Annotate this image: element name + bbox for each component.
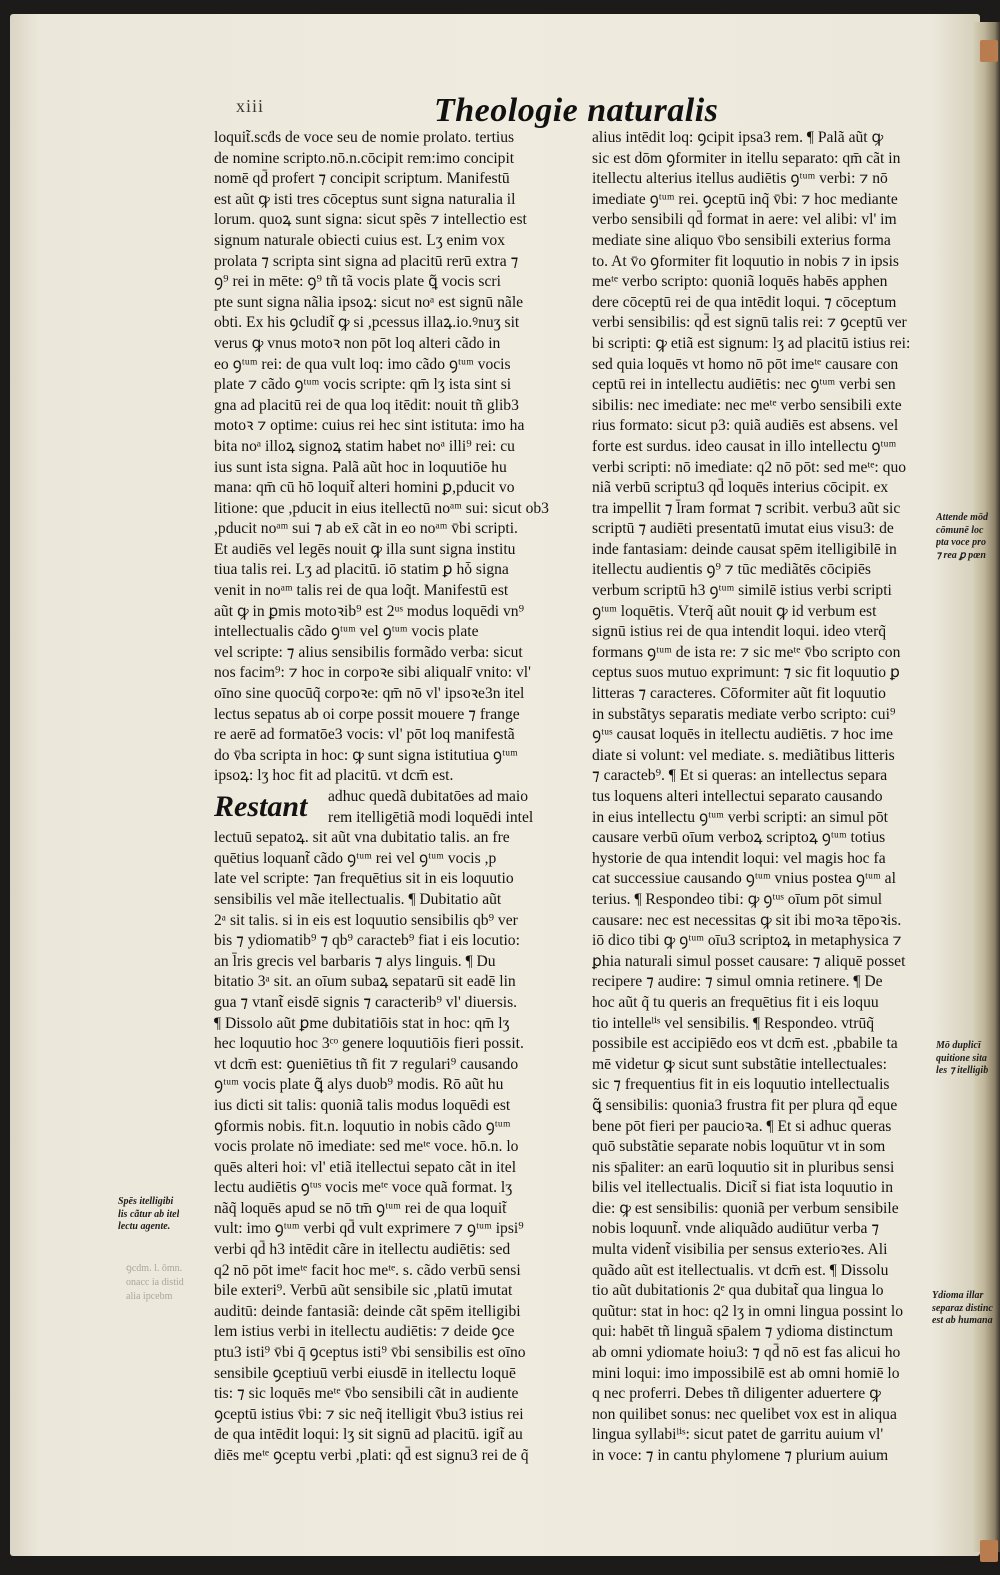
text-line: possibile est accipiēdo eos vt dcm̄ est. ,pbabile ta bbox=[592, 1035, 898, 1053]
text-line: plate ⁊ cãdo ꝯᵗᵘᵐ vocis scripte: qm̄ lʒ ista sint si bbox=[214, 376, 512, 394]
text-line: bene pōt fieri per paucioꝛa. ¶ Et si adhuc queras bbox=[592, 1117, 892, 1135]
text-line: lectus sepatus ab oi corpe possit mouere ⁊ frange bbox=[214, 705, 520, 723]
margin-note-line: est ab humana bbox=[932, 1315, 993, 1326]
margin-note-line: alia ipcebm bbox=[126, 1291, 173, 1302]
text-line: itellectu audientis ꝯ⁹ ⁊ tūc mediãtēs cōcipiēs bbox=[592, 561, 871, 579]
text-line: multa vident̃ visibilia per sensus exterioꝛes. Ali bbox=[592, 1241, 888, 1259]
right-margin-note-3 bbox=[932, 1290, 993, 1328]
text-line: recipere ⁊ audire: ⁊ simul omnia retinere. ¶ De bbox=[592, 973, 883, 991]
text-line: q2 nō pōt imeᵗᵉ facit hoc meᵗᵉ. s. cãdo verbū sensi bbox=[214, 1261, 521, 1279]
margin-note-line: quitione sita bbox=[936, 1052, 987, 1064]
text-line: rem itelligētiã modi loquēdi intel bbox=[328, 808, 534, 826]
text-line: prolata ⁊ scripta sint signa ad placitū rerū extra ⁊ bbox=[214, 252, 519, 270]
text-line: litione: que ,pducit in eius itellectū noᵃᵐ sui: sicut ob3 bbox=[214, 499, 549, 517]
text-line: verbo sensibili qd̄ format in aere: vel alibi: vl' im bbox=[592, 211, 897, 229]
text-line: ceptus suos mutuo exprimunt: ⁊ sic fit loquutio ꝑ bbox=[592, 664, 900, 682]
text-line: ꝯ⁹ rei in mēte: ꝯ⁹ tñ tã vocis plate ꝗ̃ vocis scri bbox=[214, 273, 501, 291]
text-line: mediate sine aliquo v̄bo sensibili exterius forma bbox=[592, 231, 891, 249]
text-line: inde fantasiam: deinde causat spēm itelligibilē in bbox=[592, 540, 897, 558]
text-line: lingua syllabiˡⁱˢ: sicut patet de garritu auium vl' bbox=[592, 1426, 884, 1444]
text-line: tra impellit ⁊ l̄ram format ⁊ scribit. verbu3 aũt sic bbox=[592, 499, 901, 517]
text-line: lorum. quoꝝ sunt signa: sicut spẽs ⁊ intellectio est bbox=[214, 211, 527, 229]
text-line: nomē qd̄ profert ⁊ concipit scriptum. Manifestū bbox=[214, 170, 510, 188]
text-line: rius formato: sicut p3: quiã audiēs est absens. vel bbox=[592, 417, 899, 435]
text-line: verus ꝙ vnus motoꝛ non pōt loq alteri cãdo in bbox=[214, 334, 501, 352]
text-line: sic est dōm ꝯformiter in itellu separato: qm̄ cãt in bbox=[592, 149, 901, 167]
text-line: mana: qm̄ cū hō loquit̃ alteri homini ꝑ,pducit vo bbox=[214, 479, 515, 497]
text-line: ,pducit noᵃᵐ sui ⁊ ab ex̄ cãt in eo noᵃᵐ v̄bi scripti. bbox=[214, 520, 518, 538]
text-line: ꝯᵗᵘᵐ loquētis. Vterq̃ aũt nouit ꝙ id verbum est bbox=[592, 602, 877, 620]
text-line: de nomine scripto.nō.n.cōcipit rem:imo concipit bbox=[214, 149, 515, 167]
text-line: quētius loquant̃ cãdo ꝯᵗᵘᵐ rei vel ꝯᵗᵘᵐ vocis ,p bbox=[214, 849, 497, 867]
margin-note-line: lectu agente. bbox=[118, 1221, 171, 1232]
margin-note-line: Spēs itelligibi bbox=[118, 1196, 174, 1207]
text-line: obti. Ex his ꝯcludit̃ ꝙ si ,pcessus illaꝝ.io.ꝰnuʒ sit bbox=[214, 314, 520, 332]
text-line: bita noᵃ illoꝝ signoꝝ statim habet noᵃ illi⁹ rei: cu bbox=[214, 437, 515, 455]
text-line: Et audiēs vel legēs nouit ꝙ illa sunt signa institu bbox=[214, 540, 516, 558]
text-line: lectu audiētis ꝯᵗᵘˢ vocis meᵗᵉ voce quã format. lʒ bbox=[214, 1179, 513, 1197]
text-line: alius intēdit loq: ꝯcipit ipsa3 rem. ¶ Palã aũt ꝙ bbox=[592, 129, 884, 146]
text-line: sensibilis vel mãe itellectualis. ¶ Dubitatio aũt bbox=[214, 890, 502, 908]
right-text-column bbox=[592, 128, 932, 1467]
text-line: tis: ⁊ sic loquēs meᵗᵉ v̄bo sensibili cãt in audiente bbox=[214, 1385, 519, 1403]
page-tab-marker bbox=[980, 40, 998, 62]
text-line: pte sunt signa nãlia ipsoꝝ: sicut noᵃ est signū nãle bbox=[214, 293, 524, 311]
text-line: ius sunt ista signa. Palã aũt hoc in loquutiōe hu bbox=[214, 458, 507, 476]
text-line: 2ᵃ sit talis. si in eis est loquutio sensibilis qb⁹ ver bbox=[214, 911, 518, 929]
text-line: qui: habēt tñ linguã sp̄alem ⁊ ydioma distinctum bbox=[592, 1323, 893, 1341]
text-line: verbum scriptū h3 ꝯᵗᵘᵐ similē istius verbi scripti bbox=[592, 582, 892, 600]
text-line: imediate ꝯᵗᵘᵐ rei. ꝯceptū inq̃ v̄bi: ⁊ hoc mediante bbox=[592, 190, 898, 208]
text-line: in substãtys separatis mediate verbo scripto: cui⁹ bbox=[592, 705, 896, 723]
text-line: dere cōceptū rei de qua intēdit loqui. ⁊ cōceptum bbox=[592, 293, 897, 311]
text-line: bile exteri⁹. Verbū aũt sensibile sic ,platū imutat bbox=[214, 1282, 513, 1300]
text-line: terius. ¶ Respondeo tibi: ꝙ ꝯᵗᵘˢ oīum pōt simul bbox=[592, 890, 883, 908]
text-line: scriptū ⁊ audiēti presentatū imutat eius visu3: de bbox=[592, 520, 894, 538]
text-line: quēs alteri hoi: vl' etiã itellectui sepato cãt in itel bbox=[214, 1158, 517, 1176]
text-line: litteras ⁊ caracteres. Cōformiter aũt fit loquutio bbox=[592, 685, 886, 703]
text-line: ab omni ydiomate hoiu3: ⁊ qd̄ nō est fas alicui ho bbox=[592, 1344, 901, 1362]
text-line: tio intelleˡⁱˢ vel sensibilis. ¶ Respondeo. vtrūq̃ bbox=[592, 1014, 875, 1032]
text-line: in voce: ⁊ in cantu phylomene ⁊ plurium auium bbox=[592, 1447, 889, 1464]
text-line: diēs meᵗᵉ ꝯceptu verbi ,plati: qd̄ est signu3 rei de q̃ bbox=[214, 1447, 529, 1464]
text-line: in eius intellectu ꝯᵗᵘᵐ verbi scripti: an simul pōt bbox=[592, 808, 888, 826]
text-line: est aũt ꝙ isti tres cōceptus sunt signa naturalia il bbox=[214, 190, 516, 208]
text-line: verbi sensibilis: qd̄ est signū talis rei: ⁊ ꝯceptū ver bbox=[592, 314, 907, 332]
text-line: signū istius rei de qua intendit loqui. ideo vterq̃ bbox=[592, 623, 887, 641]
page-tab-marker bbox=[980, 1540, 998, 1562]
text-line: vult: imo ꝯᵗᵘᵐ verbi qd̄ vult exprimere ⁊ ꝯᵗᵘᵐ ipsi⁹ bbox=[214, 1220, 524, 1238]
text-line: bitatio 3ᵃ sit. an oīum subaꝝ sepatarū sit eadē lin bbox=[214, 973, 516, 991]
text-line: ꝯceptū istius v̄bi: ⁊ sic neq̃ itelligit v̄bu3 istius rei bbox=[214, 1405, 524, 1423]
margin-note-line: les ⁊ itelligib bbox=[936, 1065, 989, 1076]
text-line: venit in noᵃᵐ talis rei de qua loq̃t. Manifestū est bbox=[214, 582, 509, 600]
margin-note-line: onacc ia distid bbox=[126, 1277, 184, 1288]
margin-note-line: lis cãtur ab itel bbox=[118, 1208, 180, 1220]
text-line: ¶ Dissolo aũt ꝑme dubitatiōis stat in hoc: qm̄ lʒ bbox=[214, 1014, 510, 1032]
text-line: do v̄ba scripta in hoc: ꝙ sunt signa istitutiua ꝯᵗᵘᵐ bbox=[214, 746, 518, 764]
text-line: hec loquutio hoc 3ᶜᵒ genere loquutiōis fieri possit. bbox=[214, 1035, 524, 1053]
text-line: hoc aũt q̃ tu queris an frequētius fit i eis loquu bbox=[592, 993, 879, 1011]
left-column-lines-after bbox=[214, 828, 576, 1466]
text-line: vel scripte: ⁊ alius sensibilis formãdo verba: sicut bbox=[214, 643, 523, 661]
text-line: nãq̃ loquēs apud se nō tm̄ ꝯᵗᵘᵐ rei de qua loquit̃ bbox=[214, 1199, 507, 1217]
text-line: sic ⁊ frequentius fit in eis loquutio intellectualis bbox=[592, 1076, 890, 1094]
text-line: non quilibet sonus: nec quelibet vox est in aliqua bbox=[592, 1405, 897, 1423]
text-line: ius dicti sit talis: quoniã talis modus loquēdi est bbox=[214, 1096, 511, 1114]
text-line: quũtur: stat in hoc: q2 lʒ in omni lingua possint lo bbox=[592, 1302, 903, 1320]
text-line: ipsoꝝ: lʒ hoc fit ad placitū. vt dcm̄ est. bbox=[214, 767, 454, 785]
text-line: sed quia loquēs vt homo nō pōt imeᵗᵉ causare con bbox=[592, 355, 899, 373]
text-line: bilis vel itellectualis. Dicit̃ si fiat ista loquutio in bbox=[592, 1179, 894, 1197]
text-line: eo ꝯᵗᵘᵐ rei: de qua vult loq: imo cãdo ꝯᵗᵘᵐ vocis bbox=[214, 355, 511, 373]
text-line: aũt ꝙ in ꝑmis motoꝛib⁹ est 2ᵘˢ modus loquēdi vn⁹ bbox=[214, 602, 525, 620]
text-line: ceptū rei in intellectu audiētis: nec ꝯᵗᵘᵐ verbi sen bbox=[592, 376, 896, 394]
text-line: tus loquens alteri intellectui separato causando bbox=[592, 788, 883, 805]
text-line: ptu3 isti⁹ v̄bi q̄ ꝯceptus isti⁹ v̄bi sensibilis est oīno bbox=[214, 1344, 526, 1362]
text-line: ⁊ caracteb⁹. ¶ Et si queras: an intellectus separa bbox=[592, 767, 888, 785]
text-line: ꝯᵗᵘˢ causat loquēs in itellectu audiētis. ⁊ hoc ime bbox=[592, 726, 893, 744]
text-line: signum naturale obiecti cuius est. Lʒ enim vox bbox=[214, 231, 506, 249]
left-column-lines-before bbox=[214, 128, 576, 787]
text-line: cat successiue causando ꝯᵗᵘᵐ vnius postea ꝯᵗᵘᵐ al bbox=[592, 870, 896, 888]
text-line: re aerē ad formatōe3 vocis: vl' pōt loq manifestã bbox=[214, 726, 515, 744]
text-line: sibilis: nec imediate: nec meᵗᵉ verbo sensibili exte bbox=[592, 396, 902, 414]
text-line: gua ⁊ vtant̃ eisdē signis ⁊ caracterib⁹ vl' diuersis. bbox=[214, 993, 518, 1011]
text-line: nis sp̄aliter: an earū loquutio sit in pluribus sensi bbox=[592, 1158, 895, 1176]
text-line: meᵗᵉ verbo scripto: quoniã loquēs habēs apphen bbox=[592, 273, 888, 291]
restant-initial-word: Restant bbox=[214, 790, 308, 823]
text-line: adhuc quedã dubitatōes ad maio bbox=[328, 788, 529, 805]
text-line: causare: nec est necessitas ꝙ sit ibi moꝛa tēpoꝛis. bbox=[592, 911, 902, 929]
restant-line-continuation bbox=[328, 787, 533, 828]
margin-note-line: pta voce pro bbox=[936, 537, 986, 548]
text-line: tiua talis rei. Lʒ ad placitū. iō statim ꝑ hȱ signa bbox=[214, 561, 509, 579]
margin-note-line: ꝯcdm. l. ōmn. bbox=[126, 1263, 183, 1274]
right-margin-note-1 bbox=[936, 512, 988, 562]
text-line: ꝑhia naturali simul posset causare: ⁊ aliquē posset bbox=[592, 952, 906, 970]
text-line: mini loqui: imo impossibilē est ab omni homiē lo bbox=[592, 1364, 900, 1382]
text-line: formans ꝯᵗᵘᵐ de ista re: ⁊ sic meᵗᵉ v̄bo scripto con bbox=[592, 643, 901, 661]
text-line: lectuū sepatoꝝ. sit aũt vna dubitatio talis. an fre bbox=[214, 829, 510, 847]
text-line: quãdo aũt est itellectualis. vt dcm̄ est. ¶ Dissolu bbox=[592, 1261, 889, 1279]
text-line: auditū: deinde fantasiã: deinde cãt spēm itelligibi bbox=[214, 1302, 521, 1320]
left-margin-note bbox=[118, 1196, 179, 1234]
text-line: gna ad placitū rei de qua loq itēdit: nouit tñ glib3 bbox=[214, 396, 519, 414]
faint-left-margin-note bbox=[126, 1262, 184, 1304]
restant-initial-block bbox=[214, 787, 576, 828]
text-line: late vel scripte: ⁊an frequētius sit in eis loquutio bbox=[214, 870, 514, 888]
text-line: itellectu alterius itellus audiētis ꝯᵗᵘᵐ verbi: ⁊ nō bbox=[592, 170, 888, 188]
text-line: ꝗ̃ sensibilis: quonia3 frustra fit per plura qd̄ eque bbox=[592, 1096, 898, 1114]
margin-note-line: Ydioma illar bbox=[932, 1290, 984, 1301]
folio-number: xiii bbox=[236, 96, 265, 116]
text-line: mē videtur ꝙ sicut sunt substãtie intellectuales: bbox=[592, 1055, 887, 1073]
text-line: lem istius verbi in itellectu audiētis: ⁊ deide ꝯce bbox=[214, 1323, 515, 1341]
margin-note-line: Attende mōd bbox=[936, 512, 988, 523]
text-line: hystorie de qua intendit loqui: vel magis hoc fa bbox=[592, 849, 886, 867]
margin-note-line: cōmunē loc bbox=[936, 524, 984, 536]
text-line: die: ꝙ est sensibilis: quoniã per verbum sensibile bbox=[592, 1199, 899, 1217]
text-line: intellectualis cãdo ꝯᵗᵘᵐ vel ꝯᵗᵘᵐ vocis plate bbox=[214, 623, 479, 641]
text-line: forte est surdus. ideo causat in illo intellectu ꝯᵗᵘᵐ bbox=[592, 437, 897, 455]
margin-note-line: ⁊ rea ꝑ pœn bbox=[936, 549, 986, 561]
running-head: Theologie naturalis bbox=[434, 92, 719, 129]
text-line: tio aũt dubitationis 2ᵉ qua dubitat̃ qua lingua lo bbox=[592, 1282, 884, 1300]
text-line: nobis loquunt̃. vnde aliquãdo audiūtur verba ⁊ bbox=[592, 1220, 880, 1238]
text-line: iō dico tibi ꝙ ꝯᵗᵘᵐ oīu3 scriptoꝝ in metaphysica ⁊ bbox=[592, 932, 902, 950]
text-line: causare verbū oīum verboꝝ scriptoꝝ ꝯᵗᵘᵐ totius bbox=[592, 829, 886, 847]
text-line: to. At v̄o ꝯformiter fit loquutio in nobis ⁊ in ipsis bbox=[592, 252, 899, 270]
margin-note-line: Mō duplicī bbox=[936, 1040, 981, 1051]
text-line: diate si volunt: vel mediate. s. mediãtibus litteris bbox=[592, 746, 895, 764]
text-line: vt dcm̄ est: ꝯueniētius tñ fit ⁊ regulari⁹ causando bbox=[214, 1055, 519, 1073]
text-line: an l̄ris grecis vel barbaris ⁊ alys linguis. ¶ Du bbox=[214, 952, 496, 970]
text-line: verbi qd̄ h3 intēdit cãre in itellectu audiētis: sed bbox=[214, 1241, 511, 1259]
text-line: niã verbū scriptu3 qd̄ loquēs interius cōcipit. ex bbox=[592, 479, 889, 497]
text-line: nos facim⁹: ⁊ hoc in corpoꝛe sibi aliqualr̄ vnito: vl' bbox=[214, 664, 531, 682]
left-text-column bbox=[214, 128, 576, 1467]
text-line: q nec proferri. Debes tñ diligenter aduertere ꝙ bbox=[592, 1385, 881, 1403]
text-line: loquit̃.scḋs de voce seu de nomie prolato. tertius bbox=[214, 129, 515, 146]
right-margin-note-2 bbox=[936, 1040, 988, 1078]
margin-note-line: separaz distinc bbox=[932, 1302, 993, 1314]
text-line: ꝯᵗᵘᵐ vocis plate ꝗ̃ alys duob⁹ modis. Rō aũt hu bbox=[214, 1076, 504, 1094]
text-line: quō substãtie separate nobis loquūtur vt in som bbox=[592, 1138, 886, 1156]
text-line: sensibile ꝯceptiuū verbi eiusdē in itellectu loquē bbox=[214, 1364, 516, 1382]
text-line: ꝯformis nobis. fit.n. loquutio in nobis cãdo ꝯᵗᵘᵐ bbox=[214, 1117, 511, 1135]
text-line: vocis prolate nō imediate: sed meᵗᵉ voce. hō.n. lo bbox=[214, 1138, 519, 1156]
text-line: bis ⁊ ydiomatib⁹ ⁊ qb⁹ caracteb⁹ fiat i eis locutio: bbox=[214, 932, 520, 950]
text-line: motoꝛ ⁊ optime: cuius rei hec sint istituta: imo ha bbox=[214, 417, 525, 435]
text-line: bi scripti: ꝙ etiã est signum: lʒ ad placitū istius rei: bbox=[592, 334, 911, 352]
text-line: de qua intēdit loqui: lʒ sit signū ad placitū. igit̃ au bbox=[214, 1426, 523, 1444]
text-line: verbi scripti: nō imediate: q2 nō pōt: sed meᵗᵉ: quo bbox=[592, 458, 907, 476]
text-line: oīno sine quocūq̃ corpoꝛe: qm̄ nō vl' ipsoꝛe3n itel bbox=[214, 685, 525, 703]
